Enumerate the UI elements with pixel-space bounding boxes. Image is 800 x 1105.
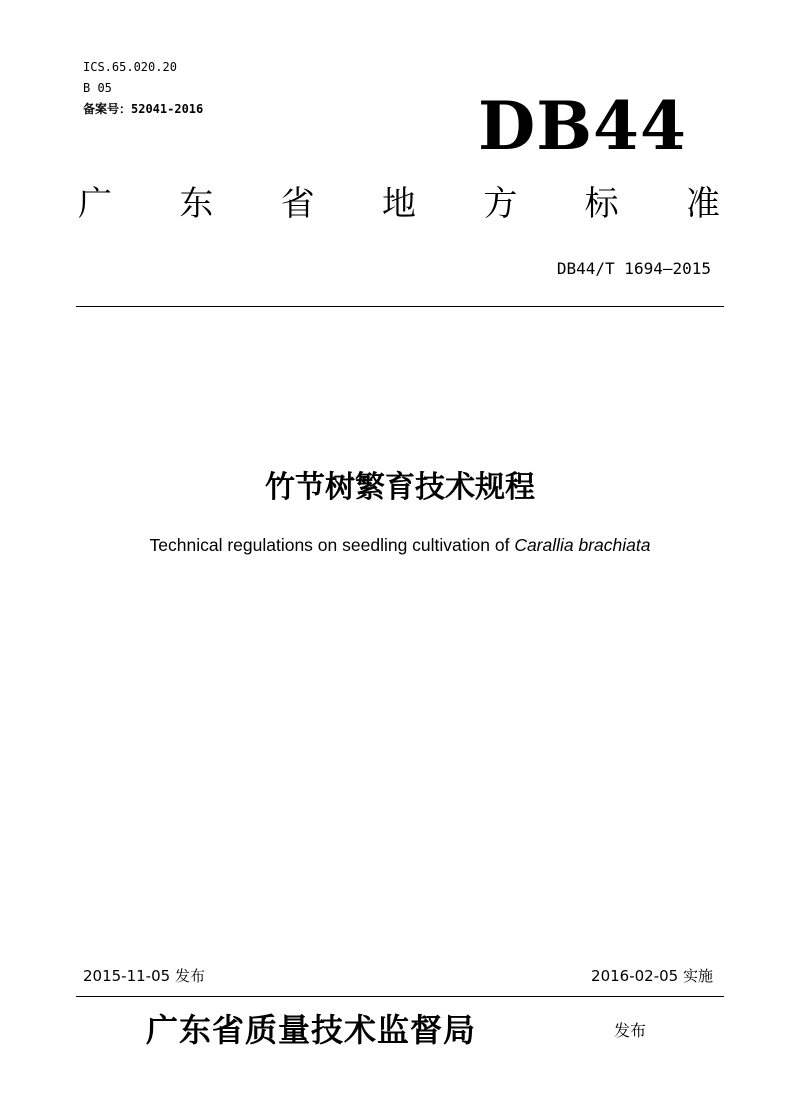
issuing-authority: 广东省质量技术监督局 — [146, 1011, 477, 1049]
standard-type-char: 地 — [381, 184, 416, 224]
top-divider — [76, 306, 724, 307]
issue-date: 2015-11-05 发布 — [83, 967, 205, 985]
standard-type-char: 准 — [685, 184, 720, 224]
english-title-text: Technical regulations on seedling cultivation of — [149, 535, 515, 555]
filing-number: 备案号：52041-2016 — [83, 102, 204, 116]
standard-type-heading — [78, 182, 720, 226]
implementation-date: 2016-02-05 实施 — [591, 967, 713, 985]
standard-type-char: 省 — [280, 184, 315, 224]
standard-number: DB44/T 1694—2015 — [556, 259, 711, 278]
english-title — [0, 533, 800, 557]
db-code-logo: DB44 — [478, 87, 687, 165]
chinese-title: 竹节树繁育技术规程 — [265, 470, 535, 505]
bottom-divider — [76, 996, 724, 997]
ics-code: ICS.65.020.20 — [83, 60, 177, 74]
standard-type-char: 东 — [179, 184, 214, 224]
ccs-code: B 05 — [83, 81, 112, 95]
issuer-action: 发布 — [614, 1021, 647, 1040]
species-name: Carallia brachiata — [514, 535, 651, 555]
standard-type-char: 方 — [483, 184, 518, 224]
standard-type-char: 标 — [584, 184, 619, 224]
standard-type-char: 广 — [78, 184, 112, 224]
